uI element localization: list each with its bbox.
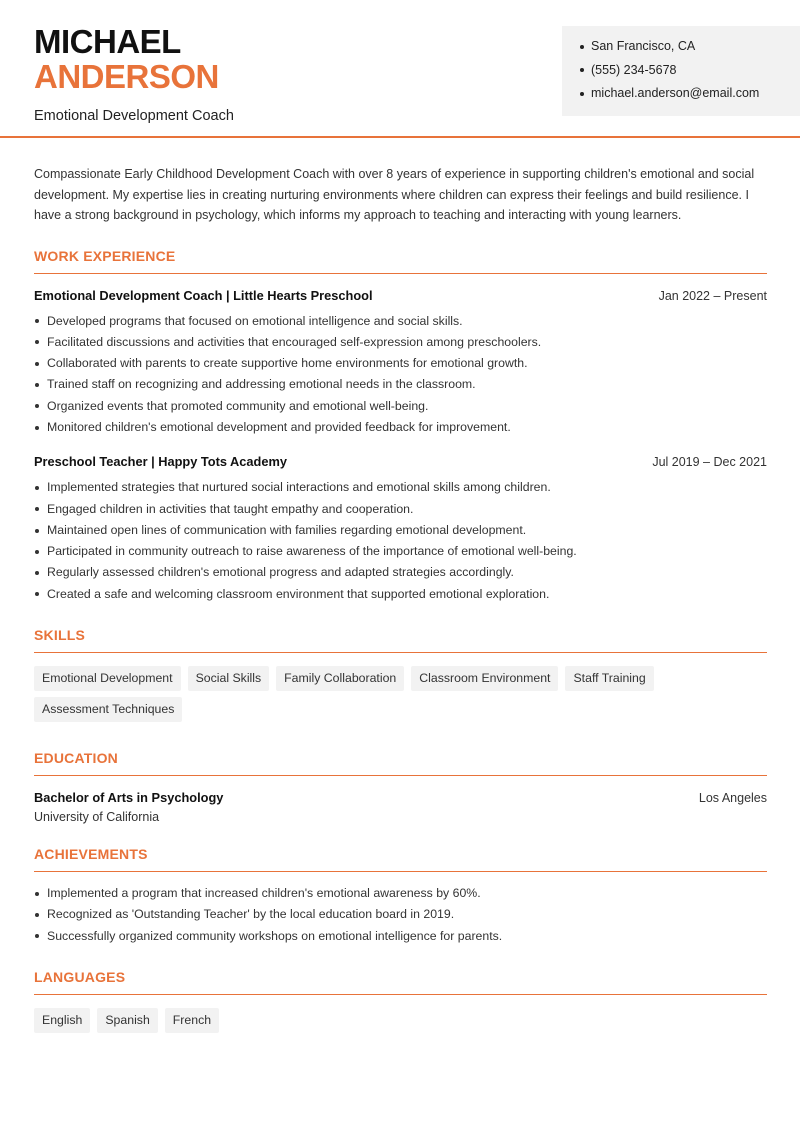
job-header xyxy=(34,288,767,303)
list-item xyxy=(34,477,767,498)
skill-chip: Social Skills xyxy=(188,666,270,691)
skill-chip: Assessment Techniques xyxy=(34,697,182,722)
section-title: SKILLS xyxy=(34,627,767,653)
contact-box xyxy=(562,26,800,116)
section-title: LANGUAGES xyxy=(34,969,767,995)
job-dates: Jul 2019 – Dec 2021 xyxy=(652,455,767,470)
education-entry xyxy=(34,790,767,824)
list-item-text: Collaborated with parents to create supportive home environments for emotional growth. xyxy=(47,356,528,371)
list-item xyxy=(34,374,767,395)
contact-phone xyxy=(580,59,800,83)
job-title: Emotional Development Coach xyxy=(34,108,234,124)
list-item xyxy=(34,332,767,353)
list-item xyxy=(34,499,767,520)
education-location: Los Angeles xyxy=(698,791,767,806)
list-item xyxy=(34,562,767,583)
bullet-icon xyxy=(580,92,584,96)
bullet-icon xyxy=(35,426,39,430)
list-item-text: Maintained open lines of communication with families regarding emotional development. xyxy=(47,522,527,537)
bullet-icon xyxy=(35,913,39,917)
job-bullets xyxy=(34,311,767,439)
list-item-text: Trained staff on recognizing and addressing emotional needs in the classroom. xyxy=(47,377,476,392)
education-header xyxy=(34,790,767,805)
list-item xyxy=(34,926,767,947)
contact-location-text: San Francisco, CA xyxy=(591,39,696,53)
list-item-text: Organized events that promoted community and emotional well-being. xyxy=(47,398,429,413)
bullet-icon xyxy=(580,68,584,72)
bullet-icon xyxy=(35,362,39,366)
list-item-text: Participated in community outreach to raise awareness of the importance of emotional well-being. xyxy=(47,544,577,559)
language-chips xyxy=(34,1008,767,1039)
bullet-icon xyxy=(35,550,39,554)
list-item xyxy=(34,520,767,541)
bullet-icon xyxy=(35,319,39,323)
list-item xyxy=(34,541,767,562)
list-item xyxy=(34,311,767,332)
language-chip: English xyxy=(34,1008,90,1033)
skill-chips xyxy=(34,666,767,728)
bullet-icon xyxy=(35,592,39,596)
contact-email-text: michael.anderson@email.com xyxy=(591,86,760,100)
contact-phone-text: (555) 234-5678 xyxy=(591,62,677,77)
job-role: Preschool Teacher | Happy Tots Academy xyxy=(34,454,287,470)
bullet-icon xyxy=(35,404,39,408)
list-item-text: Developed programs that focused on emotional intelligence and social skills. xyxy=(47,313,463,328)
list-item xyxy=(34,353,767,374)
list-item-text: Implemented a program that increased children's emotional awareness by 60%. xyxy=(47,886,481,901)
achievement-bullets xyxy=(34,883,767,947)
list-item-text: Engaged children in activities that taught empathy and cooperation. xyxy=(47,501,414,516)
languages-section xyxy=(34,969,767,1039)
list-item xyxy=(34,904,767,925)
first-name: MICHAEL xyxy=(34,23,181,60)
language-chip: French xyxy=(165,1008,219,1033)
language-chip: Spanish xyxy=(97,1008,157,1033)
list-item-text: Facilitated discussions and activities that encouraged self-expression among preschoolers. xyxy=(47,334,542,349)
skill-chip: Classroom Environment xyxy=(411,666,558,691)
skill-chip: Family Collaboration xyxy=(276,666,404,691)
list-item xyxy=(34,883,767,904)
list-item-text: Created a safe and welcoming classroom environment that supported emotional exploration. xyxy=(47,586,550,601)
education-school: University of California xyxy=(34,810,160,825)
job-header xyxy=(34,454,767,469)
section-title: WORK EXPERIENCE xyxy=(34,248,767,274)
achievements-section xyxy=(34,846,767,947)
list-item-text: Recognized as 'Outstanding Teacher' by the local education board in 2019. xyxy=(47,907,455,922)
skill-chip: Emotional Development xyxy=(34,666,181,691)
bullet-icon xyxy=(35,383,39,387)
bullet-icon xyxy=(35,529,39,533)
skills-section xyxy=(34,627,767,728)
last-name: ANDERSON xyxy=(34,58,219,95)
section-title: EDUCATION xyxy=(34,750,767,776)
name-block xyxy=(34,24,234,124)
education-section xyxy=(34,750,767,824)
job-entry xyxy=(34,288,767,439)
bullet-icon xyxy=(35,934,39,938)
bullet-icon xyxy=(35,892,39,896)
job-entry xyxy=(34,454,767,605)
summary: Compassionate Early Childhood Development Coach with over 8 years of experience in supporting children's emotional and social development. My expertise lies in creating nurturing environments where children can express their feelings and build resilience. I have a strong background in psychology, which informs my approach to teaching and interacting with young learners. xyxy=(34,167,755,222)
section-title: ACHIEVEMENTS xyxy=(34,846,767,872)
job-bullets xyxy=(34,477,767,605)
bullet-icon xyxy=(35,486,39,490)
bullet-icon xyxy=(35,507,39,511)
contact-location xyxy=(580,35,800,59)
list-item xyxy=(34,584,767,605)
list-item-text: Monitored children's emotional development and provided feedback for improvement. xyxy=(47,419,511,434)
education-degree: Bachelor of Arts in Psychology xyxy=(34,790,224,806)
bullet-icon xyxy=(35,340,39,344)
contact-email xyxy=(580,82,800,106)
resume-header xyxy=(0,0,800,138)
list-item xyxy=(34,417,767,438)
skill-chip: Staff Training xyxy=(565,666,653,691)
bullet-icon xyxy=(580,45,584,49)
resume-content xyxy=(34,164,767,1039)
list-item-text: Regularly assessed children's emotional progress and adapted strategies accordingly. xyxy=(47,565,514,580)
list-item xyxy=(34,396,767,417)
bullet-icon xyxy=(35,571,39,575)
work-experience-section xyxy=(34,248,767,606)
list-item-text: Implemented strategies that nurtured social interactions and emotional skills among children. xyxy=(47,480,551,495)
list-item-text: Successfully organized community workshops on emotional intelligence for parents. xyxy=(47,928,503,943)
job-role: Emotional Development Coach | Little Hearts Preschool xyxy=(34,287,373,303)
job-dates: Jan 2022 – Present xyxy=(658,288,767,303)
